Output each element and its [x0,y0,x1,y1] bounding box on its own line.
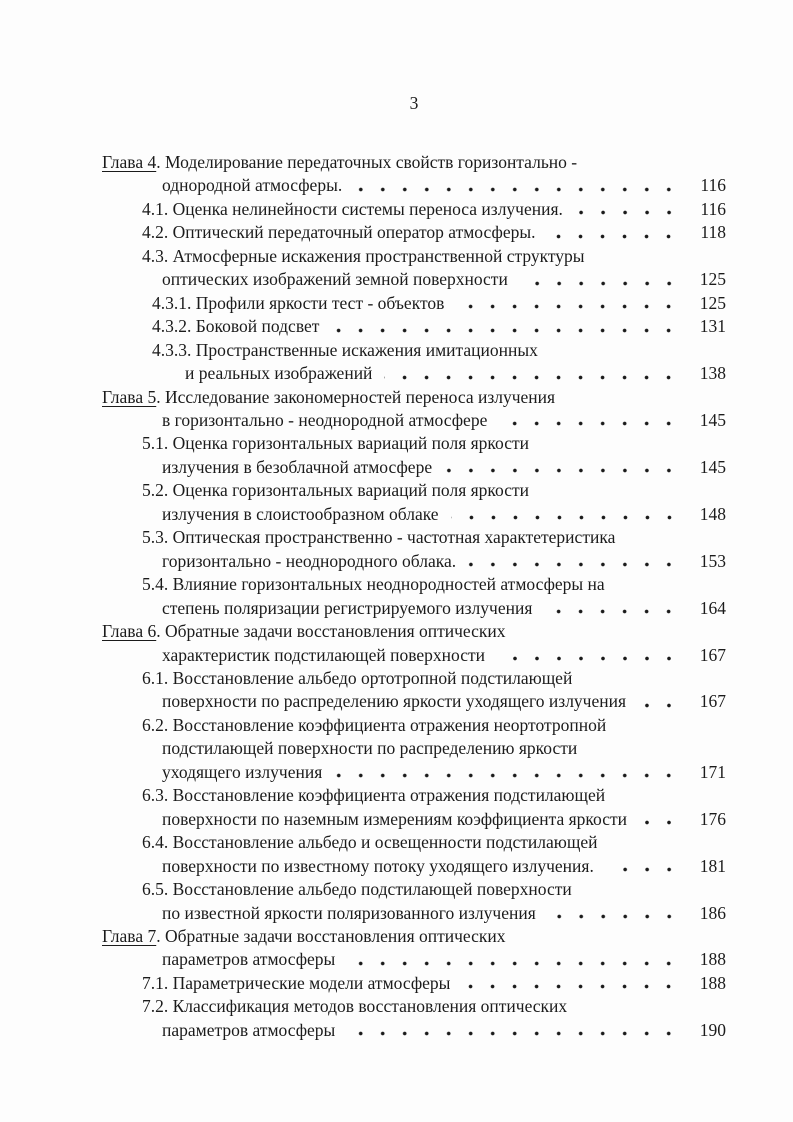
toc-page-ref: 188 [699,949,726,970]
toc-row [102,831,726,854]
toc-page-ref: 186 [699,902,726,923]
toc-entry-text: 5.2. Оценка горизонтальных вариаций поля яркости [142,480,529,501]
toc-entry-title: . Обратные задачи восстановления оптических [156,925,506,946]
toc-row [102,198,726,221]
toc-entry-text: 6.3. Восстановление коэффициента отражения подстилающей [142,785,606,806]
toc-page-ref: 167 [699,691,726,712]
toc-row [102,761,726,784]
toc-entry-text: 4.1. Оценка нелинейности системы переноса излучения. [142,198,563,219]
toc-entry-text: характеристик подстилающей поверхности [162,644,485,665]
toc-row [102,972,726,995]
toc-entry-text: в горизонтально - неоднородной атмосфере [162,409,488,430]
toc-entry-text: 4.2. Оптический передаточный оператор атмосферы. [142,222,536,243]
toc-row [102,245,726,268]
dot-leader [331,315,680,338]
toc-entry-text: поверхности по известному потоку уходящего излучения. [162,855,594,876]
toc-row [102,503,726,526]
dot-leader [468,550,680,573]
dot-leader [638,690,680,713]
toc-page-ref: 138 [699,363,726,384]
toc-entry-text: поверхности по распределению яркости уходящего излучения [162,691,627,712]
toc-row [102,432,726,455]
toc-row [102,268,726,291]
dot-leader [639,808,680,831]
toc-entry-title: . Моделирование передаточных свойств горизонтально - [156,152,578,172]
toc-row [102,550,726,573]
toc-entry-text: 5.1. Оценка горизонтальных вариаций поля яркости [142,433,529,454]
chapter-label: Глава 6 [102,621,157,642]
toc-row [102,925,726,948]
chapter-label: Глава 7 [102,925,157,946]
toc-page-ref: 131 [699,316,726,337]
toc-page-ref: 125 [699,269,726,290]
toc-row [102,784,726,807]
dot-leader [334,761,680,784]
dot-leader [347,1019,680,1042]
dot-leader [462,972,680,995]
toc-entry-text: 7.2. Классификация методов восстановления оптических [142,996,568,1017]
toc-entry-text: 5.4. Влияние горизонтальных неоднородностей атмосферы на [142,574,605,595]
toc-entry-text: 4.3. Атмосферные искажения пространственной структуры [142,245,585,266]
toc-entry-text: параметров атмосферы [162,1019,336,1040]
toc-entry-text: 4.3.1. Профили яркости тест - объектов [152,292,445,313]
toc-entry-text: 4.3.2. Боковой подсвет [152,316,320,337]
toc-entry-text [102,620,506,643]
toc-entry-text: излучения в слоистообразном облаке [162,503,439,524]
toc-page-ref: 153 [699,550,726,571]
toc-page-ref: 164 [699,597,726,618]
toc-row [102,573,726,596]
toc-entry-text: излучения в безоблачной атмосфере [162,456,433,477]
toc-entry-text [102,925,506,948]
toc-row [102,808,726,831]
toc-entry-text: 6.1. Восстановление альбедо ортотропной подстилающей [142,667,573,688]
toc-page-ref: 190 [699,1019,726,1040]
toc-row [102,174,726,197]
toc-row [102,362,726,385]
toc-entry-text: 6.5. Восстановление альбедо подстилающей поверхности [142,879,572,900]
toc-entry-text: 4.3.3. Пространственные искажения имитационных [152,339,538,360]
dot-leader [520,268,680,291]
toc-row [102,456,726,479]
toc-page-ref: 125 [699,292,726,313]
toc-row [102,315,726,338]
toc-row [102,526,726,549]
toc-page-ref: 181 [699,855,726,876]
toc-row [102,878,726,901]
toc-row [102,221,726,244]
toc-page-ref: 145 [699,409,726,430]
dot-leader [575,198,680,221]
toc-page-ref: 116 [700,175,726,196]
toc-row [102,948,726,971]
toc-entry-text: уходящего излучения [162,761,323,782]
toc-entry-title: . Исследование закономерностей переноса излучения [156,386,556,407]
toc-entry-text: однородной атмосферы. [162,175,343,196]
toc-entry-text: 5.3. Оптическая пространственно - частотная характетеристика [142,527,616,548]
toc-row [102,479,726,502]
toc-entry-title: . Обратные задачи восстановления оптических [156,621,506,642]
toc-page-ref: 118 [700,222,726,243]
dot-leader [499,409,680,432]
dot-leader [544,597,680,620]
toc-entry-text: параметров атмосферы [162,949,336,970]
toc-row [102,690,726,713]
chapter-label: Глава 5 [102,386,157,407]
toc-row [102,714,726,737]
toc-entry-text: горизонтально - неоднородного облака. [162,550,457,571]
toc-row [102,995,726,1018]
toc-row [102,339,726,362]
toc-row [102,409,726,432]
toc-row [102,737,726,760]
toc-page-ref: 176 [699,808,726,829]
toc-page-ref: 116 [700,198,726,219]
toc-row [102,1019,726,1042]
toc-row [102,386,726,409]
toc-page-ref: 188 [699,972,726,993]
toc-page-ref: 145 [699,456,726,477]
dot-leader [384,362,680,385]
dot-leader [497,644,680,667]
dot-leader [354,174,680,197]
toc-row [102,620,726,643]
dot-leader [444,456,680,479]
toc-entry-text [102,151,577,174]
dot-leader [456,292,680,315]
toc-list [102,151,726,1042]
toc-page-ref: 148 [699,503,726,524]
toc-page-ref: 167 [699,644,726,665]
dot-leader [548,902,680,925]
toc-row [102,292,726,315]
toc-row [102,644,726,667]
toc-row [102,151,726,174]
toc-entry-text: поверхности по наземным измерениям коэффициента яркости [162,808,627,829]
toc-entry-text: по известной яркости поляризованного излучения [162,902,536,923]
dot-leader [347,948,680,971]
toc-row [102,667,726,690]
toc-entry-text: и реальных изображений [185,363,373,384]
toc-entry-text: 6.4. Восстановление альбедо и освещенности подстилающей [142,832,598,853]
chapter-label: Глава 4 [102,152,157,172]
toc-entry-text: подстилающей поверхности по распределению яркости [162,738,578,759]
page-number: 3 [409,93,419,113]
toc-row [102,855,726,878]
toc-entry-text: 7.1. Параметрические модели атмосферы [142,972,451,993]
toc-entry-text: оптических изображений земной поверхности [162,269,508,290]
dot-leader [547,221,680,244]
toc-row [102,597,726,620]
dot-leader [606,855,680,878]
toc-entry-text [102,386,555,409]
dot-leader [451,503,680,526]
toc-entry-text: 6.2. Восстановление коэффициента отражения неортотропной [142,714,607,735]
toc-entry-text: степень поляризации регистрируемого излучения [162,597,533,618]
toc-page-ref: 171 [699,761,726,782]
toc-row [102,902,726,925]
